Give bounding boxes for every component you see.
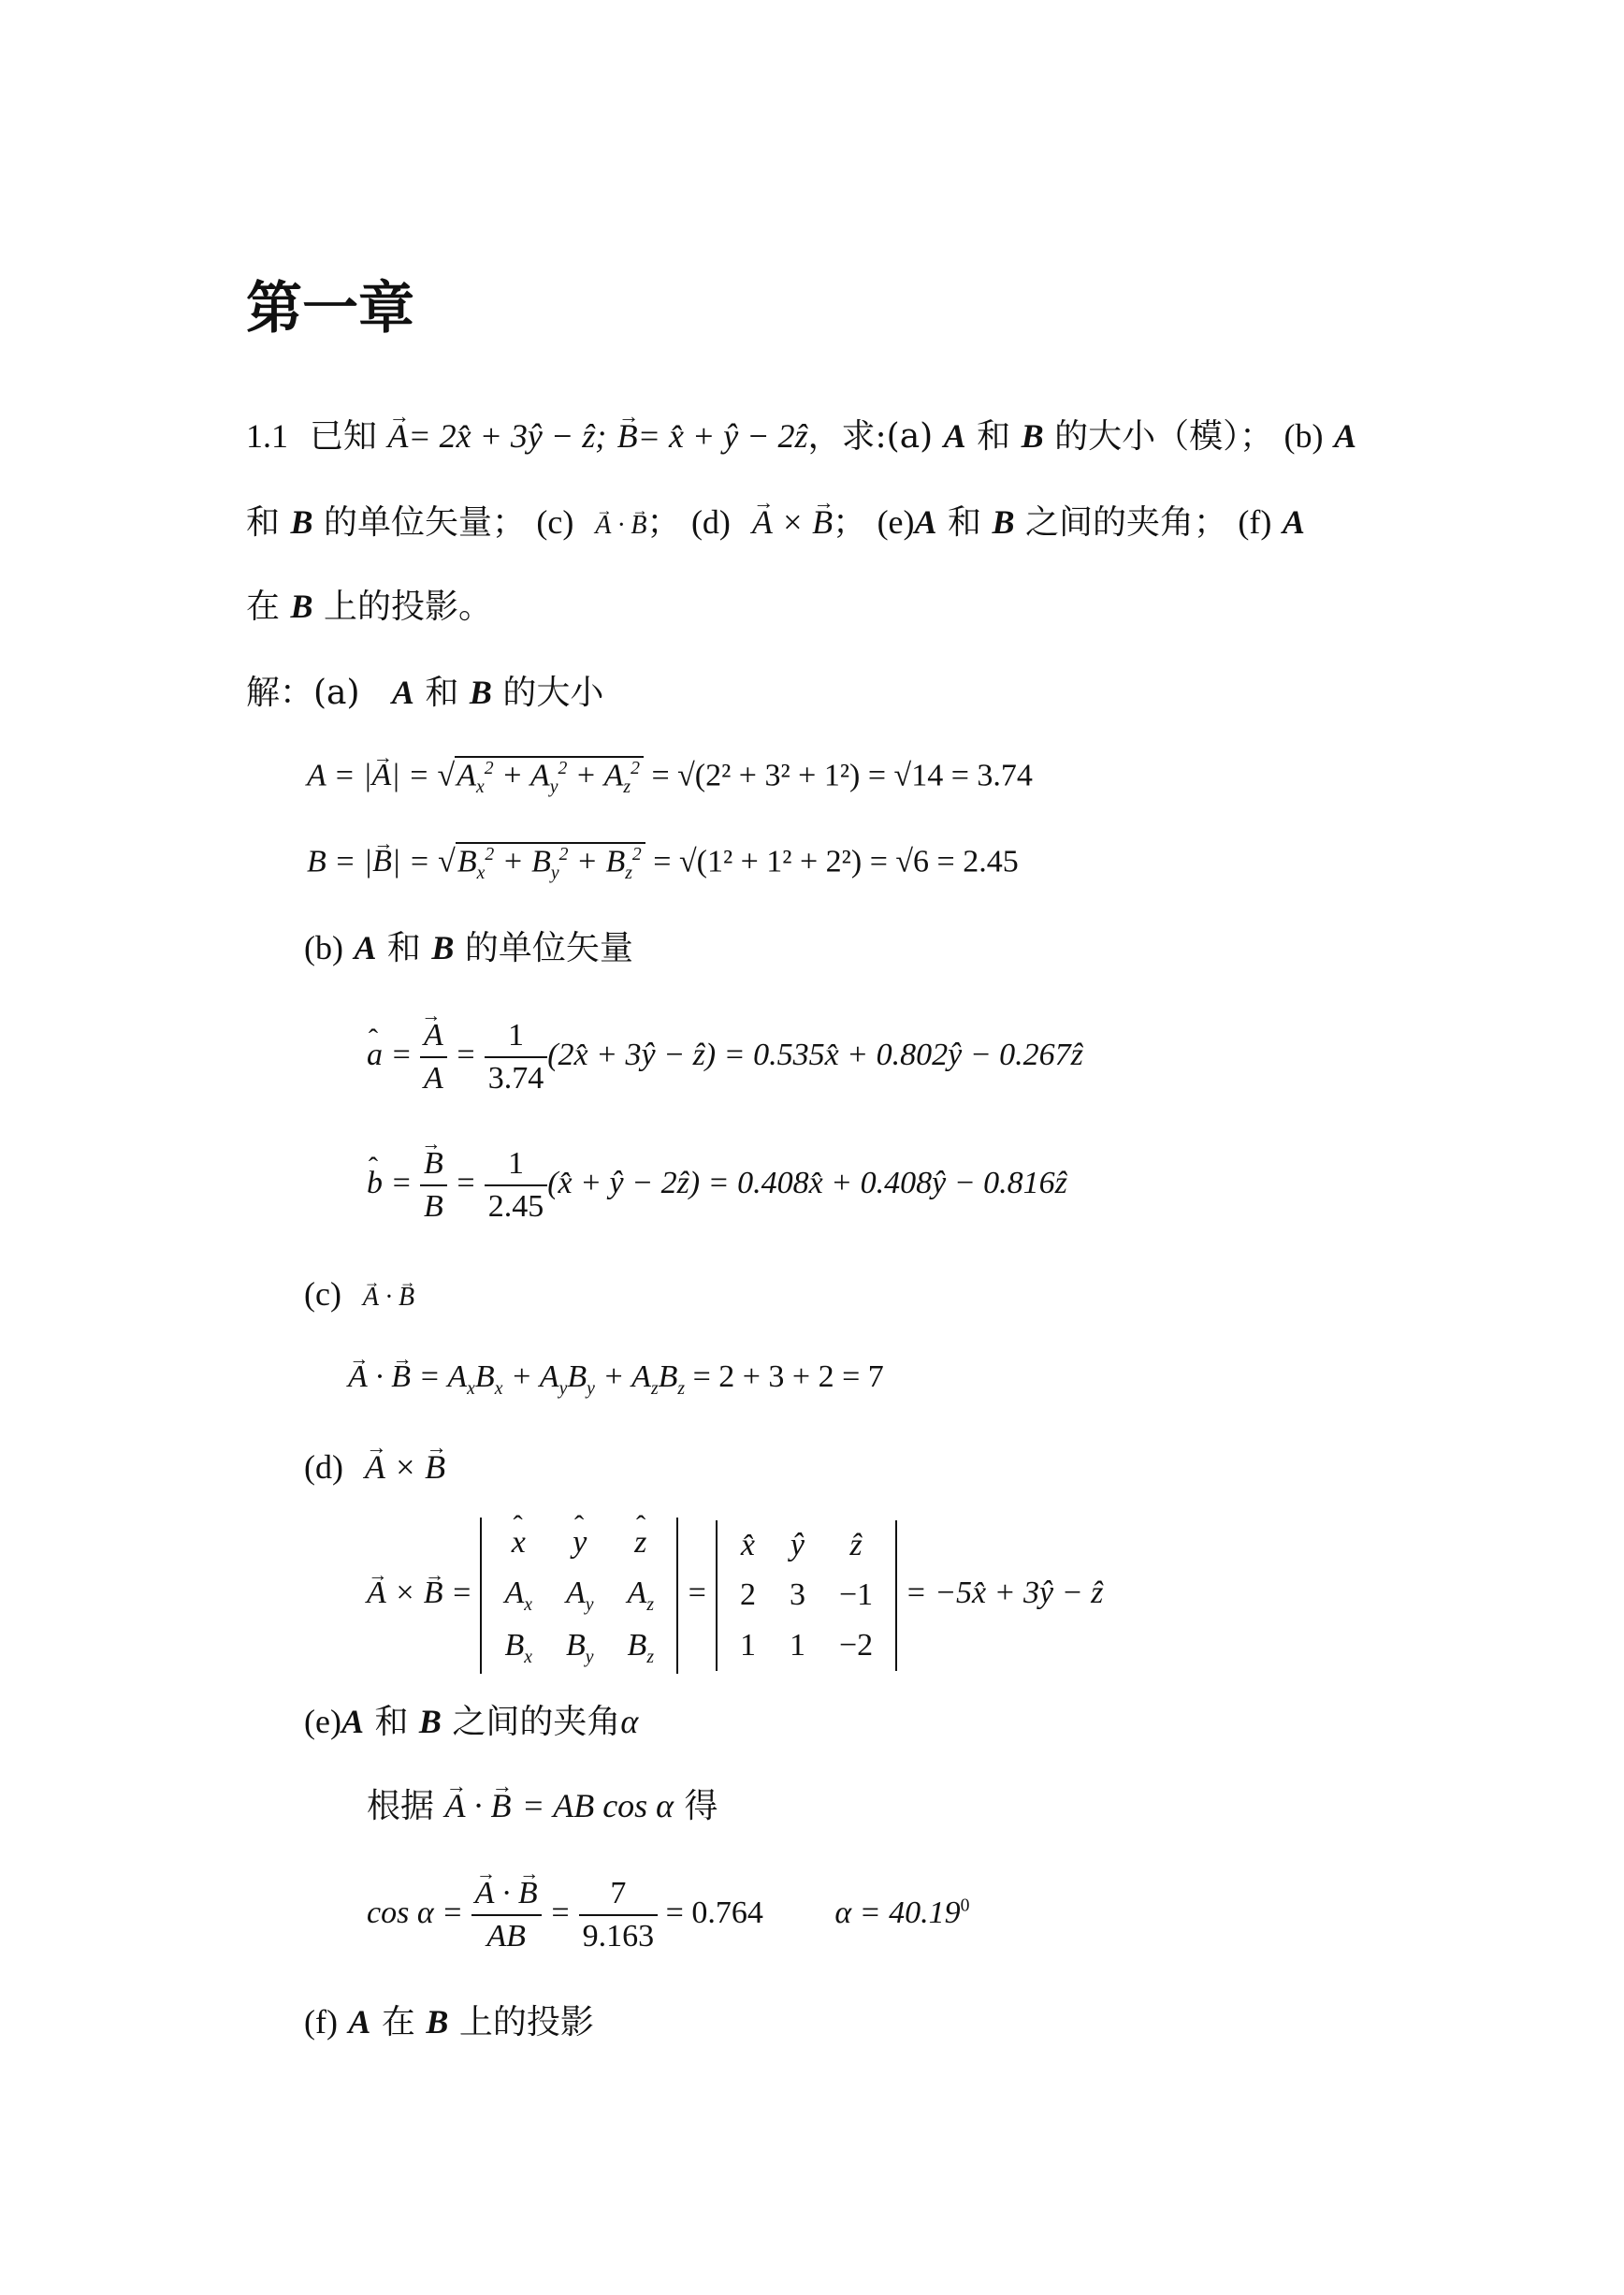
and-word: 和 <box>246 503 281 542</box>
c-label: (c) <box>304 1275 341 1313</box>
a-hat-paren: (2x̂ + 3ŷ − ẑ) <box>547 1037 717 1072</box>
det-cell: x̂ <box>740 1527 755 1562</box>
a-hat-den: 3.74 <box>487 1061 544 1097</box>
B-val1: = √(1² + 1² + 2²) <box>653 844 863 879</box>
dot-result: = 2 + 3 + 2 = 7 <box>692 1359 884 1394</box>
problem-line-1: 1.1 已知 → A= 2x̂ + 3ŷ − ẑ; → B= x̂ + ŷ − 2ẑ，求:(a) A 和 B 的大小（模）； (b) A <box>246 419 1356 454</box>
a-title: 的大小 <box>502 674 604 712</box>
and-word: 和 <box>948 503 982 542</box>
cross-product-equation: → A × → B = ˆ x ˆ y ˆ z $A_x$ $A_y$ $A_z$ $B_x$ $B_y$ $B_z$ = x̂ ŷ ẑ 2 3 −1 1 1 −2 = −5x̂ + 3ŷ − ẑ <box>367 1518 1103 1674</box>
a-hat-result: = 0.535x̂ + 0.802ŷ − 0.267ẑ <box>723 1037 1083 1072</box>
a-hat-num: 1 <box>485 1015 548 1058</box>
on-word: 在 <box>381 2003 415 2041</box>
det-cell: 1 <box>789 1628 805 1663</box>
cos-num: 7 <box>579 1873 659 1916</box>
solution-label: 解：(a) <box>246 674 360 712</box>
lhs-B: B <box>307 844 326 879</box>
and-word: 和 <box>374 1703 409 1741</box>
given-B-expr: = x̂ + ŷ − 2ẑ <box>637 417 808 455</box>
dot-product-equation: → A · → $B = A_xB_x + A_yB_y + A_zB_z = 2 + 3 + 2 = 7$ <box>348 1361 884 1399</box>
b-hat-paren: (x̂ + ŷ − 2ẑ) <box>547 1165 701 1200</box>
part-e-label: (e) <box>304 1703 341 1740</box>
solution-d-heading: (d) → A × → B <box>304 1450 445 1485</box>
det-cell: ŷ <box>790 1527 805 1562</box>
det-cell: −2 <box>838 1628 874 1663</box>
det-cell: −1 <box>838 1577 874 1613</box>
given-label: 已知 <box>309 417 377 456</box>
e-intro-suffix: 得 <box>684 1787 718 1825</box>
solution-a-heading: 解：(a) A 和 B 的大小 <box>246 674 604 712</box>
vector-A-symbol: → A <box>387 419 408 453</box>
b-title: 的单位矢量 <box>464 929 633 967</box>
cos-den: 9.163 <box>582 1919 655 1954</box>
and-word: 和 <box>386 929 421 967</box>
cos-result: = 0.764 <box>665 1895 763 1930</box>
cosine-equation: cos α = → $\frac{A \cdot \to B}{AB}$ = $\frac{7}{9.163}$ = 0.764 $\alpha = 40.19^0$ <box>367 1873 969 1957</box>
part-a-text: 的大小（模）； <box>1054 417 1274 456</box>
B-val2: = √6 = 2.45 <box>869 844 1019 879</box>
d-label: (d) <box>304 1448 343 1486</box>
ask-text: ，求:(a) <box>807 417 934 456</box>
part-c-label: (c) <box>536 503 574 541</box>
and-word: 和 <box>977 417 1011 456</box>
part-b-text: 的单位矢量； <box>323 503 526 542</box>
part-b-label: (b) <box>1283 417 1324 455</box>
det-cell: 1 <box>739 1628 756 1663</box>
e-intro: 根据 → A · → B = AB cos α 得 <box>367 1789 718 1823</box>
f-title: 上的投影 <box>458 2003 594 2041</box>
problem-line-2: 和 B 的单位矢量； (c) → A · → B； (d) → A × → B； (e)A 和 B 之间的夹角； (f) A <box>246 505 1305 540</box>
magnitude-A-equation: A = |→ $A| = √A_x^2 + A_y^2 + A_z^2 = √(2^2 + 3^2 + 1^2) = √14 = 3.74$ <box>307 756 1033 797</box>
lhs-A: A <box>307 758 326 793</box>
solution-f-heading: (f) A 在 B 上的投影 <box>304 2003 594 2041</box>
solution-e-heading: (e)A 和 B 之间的夹角α <box>304 1703 639 1741</box>
solution-c-heading: (c) → A · → B <box>304 1277 414 1312</box>
magnitude-B-equation: B = |→ $B| = √B_x^2 + B_y^2 + B_z^2 = √(1^2 + 1^2 + 2^2) = √6 = 2.45$ <box>307 842 1019 883</box>
solution-b-heading: (b) A 和 B 的单位矢量 <box>304 929 633 967</box>
part-d-label: (d) <box>690 503 731 541</box>
part-e-text: 之间的夹角； <box>1024 503 1227 542</box>
given-A-expr: = 2x̂ + 3ŷ − ẑ; <box>408 417 607 455</box>
e-intro-prefix: 根据 <box>367 1787 435 1825</box>
vector-B-symbol: → B <box>617 419 638 453</box>
part-f-label: (f) <box>1238 503 1272 541</box>
unit-vector-a-equation: ˆ a = → $\frac{A}{A}$ = $\frac{1}{3.74}$ (2x̂ + 3ŷ − ẑ) = 0.535x̂ + 0.802ŷ − 0.267ẑ <box>367 1015 1083 1099</box>
numeric-determinant <box>716 1520 897 1672</box>
e-intro-mid: = AB cos α <box>521 1787 674 1824</box>
e-title: 之间的夹角 <box>452 1703 621 1741</box>
problem-number: 1.1 <box>246 417 288 455</box>
det-cell: 2 <box>739 1577 756 1613</box>
on-word: 在 <box>246 588 281 626</box>
problem-line-3: 在 B 上的投影。 <box>246 588 492 626</box>
alpha-result: α = 40.19 <box>834 1895 961 1930</box>
cross-result: = −5x̂ + 3ŷ − ẑ <box>905 1576 1104 1611</box>
det-cell: 3 <box>789 1577 805 1613</box>
part-e-label: (e) <box>877 503 915 541</box>
part-f-text: 上的投影。 <box>323 588 492 626</box>
b-hat-result: = 0.408x̂ + 0.408ŷ − 0.816ẑ <box>707 1165 1067 1200</box>
part-b-label: (b) <box>304 929 343 966</box>
part-f-label: (f) <box>304 2003 338 2041</box>
unit-vector-b-equation: ˆ b = → $\frac{B}{B}$ = $\frac{1}{2.45}$ (x̂ + ŷ − 2ẑ) = 0.408x̂ + 0.408ŷ − 0.816ẑ <box>367 1143 1067 1227</box>
chapter-title: 第一章 <box>246 276 414 341</box>
det-cell: ẑ <box>849 1527 863 1562</box>
b-hat-num: 1 <box>485 1143 548 1186</box>
A-val2: = √14 = 3.74 <box>867 758 1033 793</box>
and-word: 和 <box>425 674 459 712</box>
symbolic-determinant: ˆ x ˆ y ˆ z $A_x$ $A_y$ $A_z$ $B_x$ $B_y$ $B_z$ <box>480 1518 678 1674</box>
b-hat-den: 2.45 <box>487 1189 544 1225</box>
A-val1: = √(2² + 3² + 1²) <box>651 758 861 793</box>
